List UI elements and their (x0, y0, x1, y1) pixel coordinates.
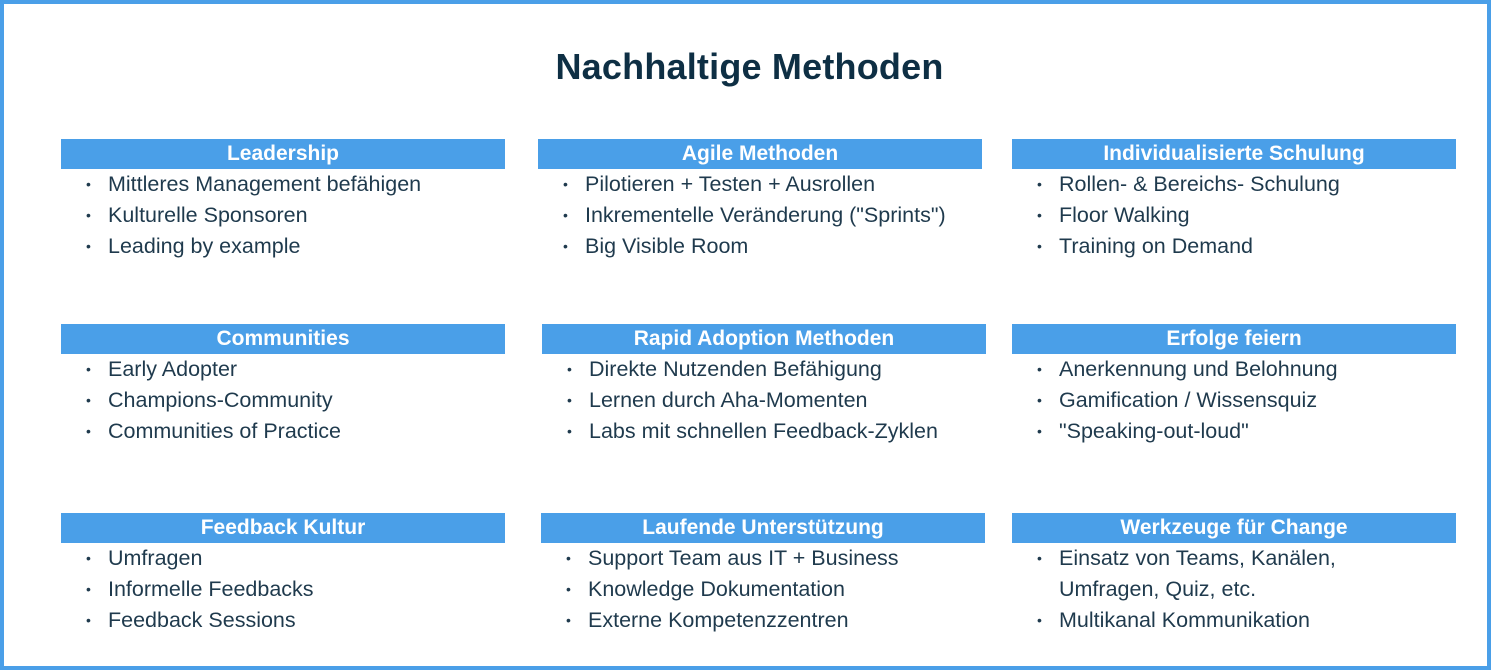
list-item (541, 605, 985, 636)
bullet-icon: • (563, 176, 568, 192)
list-item-text: Gamification / Wissensquiz (1059, 388, 1318, 412)
list-item (1012, 605, 1456, 636)
list-item (61, 416, 505, 447)
card-heading: Werkzeuge für Change (1012, 513, 1456, 543)
card-werkzeuge-fuer-change (1012, 513, 1456, 636)
list-item-text: Support Team aus IT + Business (588, 546, 899, 570)
list-item-text: Lernen durch Aha-Momenten (589, 388, 868, 412)
bullet-icon: • (86, 423, 91, 439)
bullet-icon: • (566, 581, 571, 597)
card-communities (61, 324, 505, 447)
list-item (1012, 200, 1456, 231)
list-item (1012, 354, 1456, 385)
card-erfolge-feiern (1012, 324, 1456, 447)
bullet-icon: • (86, 550, 91, 566)
card-heading: Communities (61, 324, 505, 354)
list-item (542, 354, 986, 385)
card-list (541, 543, 985, 636)
list-item (541, 574, 985, 605)
card-list (1012, 543, 1456, 636)
page-title: Nachhaltige Methoden (555, 46, 944, 87)
list-item (61, 354, 505, 385)
list-item (541, 543, 985, 574)
bullet-icon: • (1037, 392, 1042, 408)
bullet-icon: • (1037, 176, 1042, 192)
list-item-text: Floor Walking (1059, 203, 1190, 227)
list-item-text: Multikanal Kommunikation (1059, 608, 1310, 632)
list-item-text: Training on Demand (1059, 234, 1254, 258)
list-item (1012, 416, 1456, 447)
card-list (1012, 169, 1456, 262)
bullet-icon: • (86, 581, 91, 597)
list-item-text: Einsatz von Teams, Kanälen, Umfragen, Quiz, etc. (1059, 546, 1336, 601)
card-list (1012, 354, 1456, 447)
list-item-text: Early Adopter (108, 357, 238, 381)
list-item (61, 385, 505, 416)
list-item-text: Feedback Sessions (108, 608, 296, 632)
card-list (538, 169, 982, 262)
list-item (61, 169, 505, 200)
list-item (61, 543, 505, 574)
list-item (1012, 169, 1456, 200)
card-leadership (61, 139, 505, 262)
bullet-icon: • (86, 207, 91, 223)
list-item (61, 200, 505, 231)
bullet-icon: • (86, 392, 91, 408)
card-heading: Laufende Unterstützung (541, 513, 985, 543)
list-item (61, 231, 505, 262)
list-item (1012, 231, 1456, 262)
bullet-icon: • (86, 176, 91, 192)
card-list (61, 543, 505, 636)
list-item-text: Leading by example (108, 234, 301, 258)
list-item-text: Communities of Practice (108, 419, 341, 443)
list-item (538, 169, 982, 200)
list-item-text: Labs mit schnellen Feedback-Zyklen (589, 419, 938, 443)
list-item (538, 231, 982, 262)
bullet-icon: • (1037, 423, 1042, 439)
card-heading: Individualisierte Schulung (1012, 139, 1456, 169)
list-item-text: Umfragen (108, 546, 203, 570)
card-heading: Agile Methoden (538, 139, 982, 169)
list-item (542, 416, 986, 447)
bullet-icon: • (566, 550, 571, 566)
bullet-icon: • (567, 361, 572, 377)
bullet-icon: • (567, 392, 572, 408)
bullet-icon: • (567, 423, 572, 439)
bullet-icon: • (566, 612, 571, 628)
bullet-icon: • (1037, 207, 1042, 223)
card-rapid-adoption-methoden (542, 324, 986, 447)
list-item-text: Big Visible Room (585, 234, 749, 258)
bullet-icon: • (1037, 612, 1042, 628)
bullet-icon: • (1037, 550, 1042, 566)
card-heading: Feedback Kultur (61, 513, 505, 543)
bullet-icon: • (563, 238, 568, 254)
list-item (61, 605, 505, 636)
list-item (1012, 543, 1456, 605)
card-feedback-kultur (61, 513, 505, 636)
card-individualisierte-schulung (1012, 139, 1456, 262)
list-item-text: Knowledge Dokumentation (588, 577, 845, 601)
bullet-icon: • (86, 612, 91, 628)
bullet-icon: • (1037, 361, 1042, 377)
bullet-icon: • (86, 238, 91, 254)
list-item (1012, 385, 1456, 416)
card-list (61, 354, 505, 447)
list-item (538, 200, 982, 231)
card-laufende-unterstuetzung (541, 513, 985, 636)
list-item-text: Inkrementelle Veränderung ("Sprints") (585, 203, 946, 227)
bullet-icon: • (86, 361, 91, 377)
card-agile-methoden (538, 139, 982, 262)
card-heading: Erfolge feiern (1012, 324, 1456, 354)
bullet-icon: • (1037, 238, 1042, 254)
list-item-text: Kulturelle Sponsoren (108, 203, 308, 227)
card-heading: Leadership (61, 139, 505, 169)
list-item-text: Externe Kompetenzzentren (588, 608, 849, 632)
list-item-text: Informelle Feedbacks (108, 577, 314, 601)
list-item-text: Anerkennung und Belohnung (1059, 357, 1338, 381)
list-item (542, 385, 986, 416)
bullet-icon: • (563, 207, 568, 223)
list-item-text: Mittleres Management befähigen (108, 172, 422, 196)
list-item-text: "Speaking-out-loud" (1059, 419, 1249, 443)
card-list (542, 354, 986, 447)
list-item-text: Champions-Community (108, 388, 333, 412)
list-item-text: Direkte Nutzenden Befähigung (589, 357, 882, 381)
card-heading: Rapid Adoption Methoden (542, 324, 986, 354)
card-list (61, 169, 505, 262)
list-item-text: Rollen- & Bereichs- Schulung (1059, 172, 1340, 196)
list-item (61, 574, 505, 605)
list-item-text: Pilotieren + Testen + Ausrollen (585, 172, 876, 196)
